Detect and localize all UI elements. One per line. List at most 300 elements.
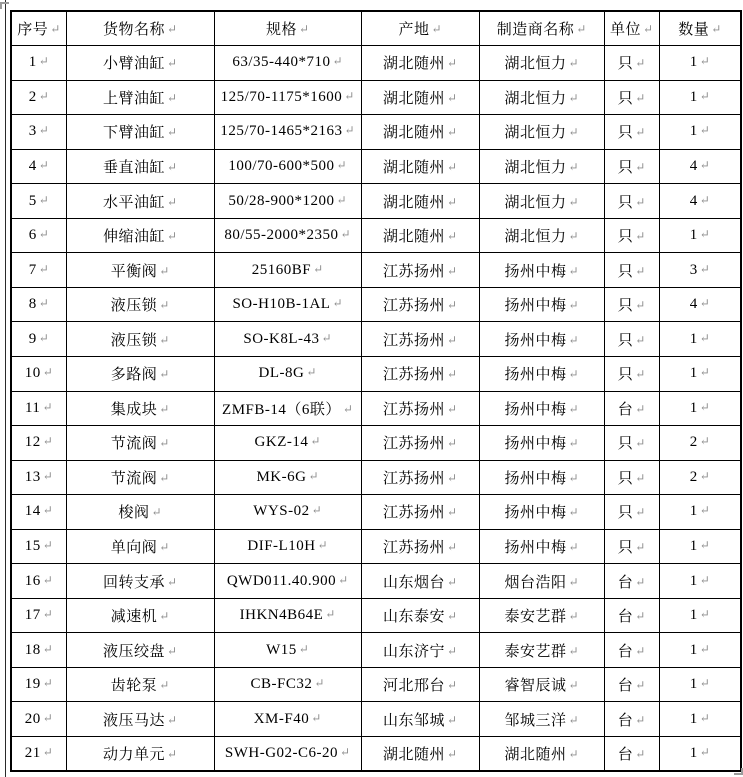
cell-text: 液压马达 bbox=[102, 712, 165, 729]
cell-spec bbox=[214, 218, 361, 253]
cell-goods-name bbox=[66, 184, 214, 219]
table-row bbox=[11, 115, 741, 150]
cell-text: 只 bbox=[617, 194, 634, 211]
table-row bbox=[11, 184, 741, 219]
cell-text: 台 bbox=[617, 747, 634, 763]
cell-unit bbox=[604, 495, 659, 530]
cell-return-mark: ↵ bbox=[298, 22, 310, 37]
cell-qty bbox=[659, 633, 741, 668]
cell-return-mark: ↵ bbox=[166, 159, 178, 174]
cell-origin bbox=[361, 633, 479, 668]
cell-return-mark: ↵ bbox=[699, 330, 710, 345]
cell-return-mark: ↵ bbox=[699, 157, 710, 172]
cell-text: QWD011.40.900 bbox=[226, 572, 337, 589]
cell-origin bbox=[361, 80, 479, 115]
cell-return-mark: ↵ bbox=[635, 90, 646, 105]
cell-text: 动力单元 bbox=[102, 747, 165, 763]
cell-return-mark: ↵ bbox=[568, 90, 579, 105]
cell-return-mark: ↵ bbox=[699, 261, 710, 276]
cell-unit bbox=[604, 633, 659, 668]
cell-return-mark: ↵ bbox=[711, 22, 722, 37]
cell-return-mark: ↵ bbox=[699, 745, 710, 759]
cell-return-mark: ↵ bbox=[446, 609, 458, 624]
cell-return-mark: ↵ bbox=[568, 539, 579, 554]
cell-return-mark: ↵ bbox=[568, 401, 579, 416]
cell-return-mark: ↵ bbox=[332, 54, 343, 69]
cell-spec bbox=[214, 46, 361, 81]
cell-return-mark: ↵ bbox=[311, 710, 322, 725]
cell-return-mark: ↵ bbox=[159, 539, 170, 554]
cell-return-mark: ↵ bbox=[166, 56, 178, 71]
cell-return-mark: ↵ bbox=[166, 747, 178, 761]
cell-qty bbox=[659, 702, 741, 737]
cell-return-mark: ↵ bbox=[635, 298, 646, 313]
cell-return-mark: ↵ bbox=[568, 229, 579, 244]
cell-return-mark: ↵ bbox=[313, 261, 324, 276]
column-header-qty bbox=[659, 11, 741, 46]
cell-no bbox=[11, 149, 66, 184]
cell-unit bbox=[604, 322, 659, 357]
table-row bbox=[11, 736, 741, 771]
table-row bbox=[11, 253, 741, 288]
cell-return-mark: ↵ bbox=[159, 298, 170, 313]
cell-text: 山东济宁 bbox=[382, 643, 445, 660]
cell-text: 液压锁 bbox=[110, 298, 158, 315]
cell-text: IHKN4B64E bbox=[239, 607, 324, 624]
cell-text: 只 bbox=[617, 367, 634, 384]
cell-text: 3 bbox=[28, 123, 37, 140]
cell-return-mark: ↵ bbox=[635, 678, 646, 693]
cell-unit bbox=[604, 149, 659, 184]
cell-return-mark: ↵ bbox=[340, 227, 351, 242]
cell-goods-name bbox=[66, 115, 214, 150]
cell-goods-name bbox=[66, 287, 214, 322]
cell-return-mark: ↵ bbox=[635, 229, 646, 244]
cell-origin bbox=[361, 46, 479, 81]
cell-no bbox=[11, 460, 66, 495]
cell-qty bbox=[659, 495, 741, 530]
cell-manufacturer bbox=[479, 115, 604, 150]
cell-text: 14 bbox=[24, 503, 41, 520]
cell-manufacturer bbox=[479, 391, 604, 426]
cell-unit bbox=[604, 702, 659, 737]
cell-text: 13 bbox=[24, 468, 41, 485]
cell-spec bbox=[214, 702, 361, 737]
cell-return-mark: ↵ bbox=[332, 296, 343, 311]
cell-return-mark: ↵ bbox=[635, 367, 646, 382]
cell-text: 1 bbox=[689, 399, 698, 416]
cell-return-mark: ↵ bbox=[568, 159, 579, 174]
cell-return-mark: ↵ bbox=[42, 641, 53, 656]
cell-text: 江苏扬州 bbox=[382, 539, 445, 556]
cell-return-mark: ↵ bbox=[699, 123, 710, 138]
cell-spec bbox=[214, 736, 361, 771]
cell-text: 泰安艺群 bbox=[504, 609, 567, 626]
cell-goods-name bbox=[66, 149, 214, 184]
cell-return-mark: ↵ bbox=[308, 468, 319, 483]
cell-text: 湖北随州 bbox=[382, 747, 445, 763]
cell-qty bbox=[659, 115, 741, 150]
cell-text: 下臂油缸 bbox=[102, 125, 165, 142]
cell-text: 湖北随州 bbox=[382, 125, 445, 142]
cell-return-mark: ↵ bbox=[635, 747, 646, 761]
cell-text: 台 bbox=[617, 678, 634, 695]
cell-return-mark: ↵ bbox=[159, 367, 170, 382]
cell-return-mark: ↵ bbox=[325, 607, 336, 622]
cell-goods-name bbox=[66, 80, 214, 115]
table-row bbox=[11, 495, 741, 530]
cell-return-mark: ↵ bbox=[446, 574, 458, 589]
cell-return-mark: ↵ bbox=[166, 90, 178, 105]
cell-unit bbox=[604, 253, 659, 288]
cell-return-mark: ↵ bbox=[159, 332, 170, 347]
cell-return-mark: ↵ bbox=[431, 22, 442, 37]
cell-text: 江苏扬州 bbox=[382, 436, 445, 453]
cell-no bbox=[11, 115, 66, 150]
cell-text: 制造商名称 bbox=[496, 22, 575, 39]
cell-text: 烟台浩阳 bbox=[504, 574, 567, 591]
cell-return-mark: ↵ bbox=[42, 607, 53, 622]
cell-return-mark: ↵ bbox=[699, 365, 710, 380]
cell-goods-name bbox=[66, 218, 214, 253]
cell-text: 12 bbox=[24, 434, 41, 451]
cell-return-mark: ↵ bbox=[159, 401, 170, 416]
table-row bbox=[11, 287, 741, 322]
cell-manufacturer bbox=[479, 564, 604, 599]
cell-unit bbox=[604, 598, 659, 633]
cell-return-mark: ↵ bbox=[699, 503, 710, 518]
cell-return-mark: ↵ bbox=[699, 710, 710, 725]
cell-return-mark: ↵ bbox=[166, 22, 178, 37]
cell-text: 小臂油缸 bbox=[102, 56, 165, 73]
cell-return-mark: ↵ bbox=[336, 192, 347, 207]
cell-return-mark: ↵ bbox=[42, 745, 53, 759]
cell-return-mark: ↵ bbox=[635, 263, 646, 278]
cell-unit bbox=[604, 356, 659, 391]
cell-text: GKZ-14 bbox=[254, 434, 309, 451]
cell-manufacturer bbox=[479, 633, 604, 668]
cell-no bbox=[11, 736, 66, 771]
cell-text: 水平油缸 bbox=[102, 194, 165, 211]
cell-return-mark: ↵ bbox=[568, 678, 579, 693]
cell-return-mark: ↵ bbox=[699, 399, 710, 414]
cell-unit bbox=[604, 564, 659, 599]
cell-return-mark: ↵ bbox=[446, 332, 458, 347]
cell-manufacturer bbox=[479, 218, 604, 253]
cell-text: 4 bbox=[689, 192, 698, 209]
cell-text: 序号 bbox=[17, 22, 49, 39]
cell-text: 江苏扬州 bbox=[382, 367, 445, 384]
cell-return-mark: ↵ bbox=[317, 537, 328, 552]
cell-return-mark: ↵ bbox=[576, 22, 587, 37]
cell-spec bbox=[214, 633, 361, 668]
cell-return-mark: ↵ bbox=[38, 123, 49, 138]
cell-return-mark: ↵ bbox=[310, 434, 321, 449]
cell-spec bbox=[214, 529, 361, 564]
cell-text: 台 bbox=[617, 401, 634, 418]
cell-no bbox=[11, 391, 66, 426]
cell-return-mark: ↵ bbox=[699, 641, 710, 656]
cell-origin bbox=[361, 426, 479, 461]
cell-text: 20 bbox=[24, 710, 41, 727]
cell-text: 湖北恒力 bbox=[504, 125, 567, 142]
cell-no bbox=[11, 702, 66, 737]
cell-return-mark: ↵ bbox=[635, 125, 646, 140]
margin-crop-mark-bottomright bbox=[734, 768, 743, 775]
cell-text: 河北邢台 bbox=[382, 678, 445, 695]
cell-text: 只 bbox=[617, 436, 634, 453]
cell-unit bbox=[604, 287, 659, 322]
cell-return-mark: ↵ bbox=[635, 159, 646, 174]
cell-origin bbox=[361, 149, 479, 184]
cell-return-mark: ↵ bbox=[568, 367, 579, 382]
cell-text: 台 bbox=[617, 712, 634, 729]
cell-goods-name bbox=[66, 460, 214, 495]
cell-return-mark: ↵ bbox=[340, 745, 351, 759]
cell-text: 湖北恒力 bbox=[504, 90, 567, 107]
cell-return-mark: ↵ bbox=[568, 643, 579, 658]
cell-text: 江苏扬州 bbox=[382, 401, 445, 418]
column-header-origin bbox=[361, 11, 479, 46]
cell-origin bbox=[361, 529, 479, 564]
cell-return-mark: ↵ bbox=[342, 401, 353, 416]
table-row bbox=[11, 356, 741, 391]
cell-return-mark: ↵ bbox=[38, 88, 49, 103]
table-header-row bbox=[11, 11, 741, 46]
cell-goods-name bbox=[66, 495, 214, 530]
cell-return-mark: ↵ bbox=[166, 643, 178, 658]
cell-text: 节流阀 bbox=[110, 436, 158, 453]
cell-text: 只 bbox=[617, 539, 634, 556]
cell-return-mark: ↵ bbox=[38, 227, 49, 242]
cell-manufacturer bbox=[479, 149, 604, 184]
text-boundary-line bbox=[5, 0, 6, 777]
cell-return-mark: ↵ bbox=[635, 56, 646, 71]
cell-manufacturer bbox=[479, 356, 604, 391]
cell-return-mark: ↵ bbox=[446, 470, 458, 485]
cell-qty bbox=[659, 218, 741, 253]
cell-text: 2 bbox=[28, 88, 37, 105]
cell-return-mark: ↵ bbox=[446, 367, 458, 382]
cell-return-mark: ↵ bbox=[635, 505, 646, 520]
cell-text: 只 bbox=[617, 298, 634, 315]
cell-qty bbox=[659, 667, 741, 702]
cell-text: XM-F40 bbox=[253, 710, 310, 727]
cell-no bbox=[11, 529, 66, 564]
cell-text: 湖北随州 bbox=[504, 747, 567, 763]
cell-qty bbox=[659, 149, 741, 184]
cell-spec bbox=[214, 356, 361, 391]
cell-origin bbox=[361, 115, 479, 150]
cell-return-mark: ↵ bbox=[446, 712, 458, 727]
cell-manufacturer bbox=[479, 287, 604, 322]
cell-no bbox=[11, 253, 66, 288]
cell-return-mark: ↵ bbox=[159, 470, 170, 485]
cell-return-mark: ↵ bbox=[699, 88, 710, 103]
cell-goods-name bbox=[66, 426, 214, 461]
cell-text: 19 bbox=[24, 676, 41, 693]
table-row bbox=[11, 46, 741, 81]
cell-return-mark: ↵ bbox=[38, 54, 49, 69]
cell-text: 125/70-1175*1600 bbox=[220, 88, 343, 105]
cell-return-mark: ↵ bbox=[159, 263, 170, 278]
cell-text: 伸缩油缸 bbox=[102, 229, 165, 246]
cell-return-mark: ↵ bbox=[699, 676, 710, 691]
cell-qty bbox=[659, 287, 741, 322]
cell-origin bbox=[361, 287, 479, 322]
cell-return-mark: ↵ bbox=[446, 194, 458, 209]
cell-qty bbox=[659, 80, 741, 115]
table-row bbox=[11, 80, 741, 115]
cell-text: 1 bbox=[689, 537, 698, 554]
cell-return-mark: ↵ bbox=[568, 436, 579, 451]
cell-text: 山东邹城 bbox=[382, 712, 445, 729]
cell-no bbox=[11, 426, 66, 461]
cell-text: 2 bbox=[689, 468, 698, 485]
cell-text: 台 bbox=[617, 574, 634, 591]
cell-text: WYS-02 bbox=[253, 503, 310, 520]
cell-qty bbox=[659, 564, 741, 599]
cell-text: 只 bbox=[617, 332, 634, 349]
cell-goods-name bbox=[66, 598, 214, 633]
cell-origin bbox=[361, 598, 479, 633]
cell-no bbox=[11, 495, 66, 530]
cell-manufacturer bbox=[479, 253, 604, 288]
cell-text: 湖北随州 bbox=[382, 159, 445, 176]
cell-return-mark: ↵ bbox=[42, 537, 53, 552]
table-row bbox=[11, 564, 741, 599]
cell-return-mark: ↵ bbox=[635, 539, 646, 554]
cell-text: 单位 bbox=[609, 22, 641, 39]
cell-manufacturer bbox=[479, 598, 604, 633]
cell-return-mark: ↵ bbox=[42, 710, 53, 725]
cell-goods-name bbox=[66, 736, 214, 771]
cell-unit bbox=[604, 184, 659, 219]
cell-return-mark: ↵ bbox=[42, 434, 53, 449]
cell-manufacturer bbox=[479, 184, 604, 219]
cell-text: 扬州中梅 bbox=[504, 367, 567, 384]
cell-return-mark: ↵ bbox=[298, 641, 309, 656]
cell-spec bbox=[214, 115, 361, 150]
cell-manufacturer bbox=[479, 702, 604, 737]
cell-qty bbox=[659, 322, 741, 357]
cell-no bbox=[11, 667, 66, 702]
cell-text: 江苏扬州 bbox=[382, 332, 445, 349]
cell-return-mark: ↵ bbox=[446, 436, 458, 451]
cell-return-mark: ↵ bbox=[42, 468, 53, 483]
cell-return-mark: ↵ bbox=[42, 365, 53, 380]
cell-spec bbox=[214, 495, 361, 530]
cell-return-mark: ↵ bbox=[166, 194, 178, 209]
cell-return-mark: ↵ bbox=[446, 56, 458, 71]
cell-manufacturer bbox=[479, 426, 604, 461]
cell-text: 江苏扬州 bbox=[382, 470, 445, 487]
cell-text: SWH-G02-C6-20 bbox=[224, 745, 339, 761]
cell-text: 1 bbox=[689, 676, 698, 693]
cell-text: 21 bbox=[24, 745, 41, 761]
cell-no bbox=[11, 356, 66, 391]
cell-no bbox=[11, 564, 66, 599]
table-row bbox=[11, 391, 741, 426]
cell-text: 梭阀 bbox=[118, 505, 150, 522]
cell-text: 1 bbox=[689, 227, 698, 244]
goods-table bbox=[10, 10, 742, 772]
cell-return-mark: ↵ bbox=[699, 192, 710, 207]
cell-return-mark: ↵ bbox=[635, 194, 646, 209]
cell-return-mark: ↵ bbox=[38, 296, 49, 311]
cell-return-mark: ↵ bbox=[699, 296, 710, 311]
cell-spec bbox=[214, 598, 361, 633]
cell-text: 山东泰安 bbox=[382, 609, 445, 626]
cell-origin bbox=[361, 356, 479, 391]
cell-text: 液压绞盘 bbox=[102, 643, 165, 660]
cell-spec bbox=[214, 322, 361, 357]
cell-text: 只 bbox=[617, 470, 634, 487]
table-row bbox=[11, 149, 741, 184]
cell-return-mark: ↵ bbox=[166, 712, 178, 727]
cell-text: 1 bbox=[689, 54, 698, 71]
cell-return-mark: ↵ bbox=[699, 537, 710, 552]
cell-manufacturer bbox=[479, 460, 604, 495]
cell-manufacturer bbox=[479, 667, 604, 702]
cell-origin bbox=[361, 495, 479, 530]
cell-origin bbox=[361, 702, 479, 737]
cell-text: 齿轮泵 bbox=[110, 678, 158, 695]
cell-return-mark: ↵ bbox=[642, 22, 654, 37]
cell-text: 货物名称 bbox=[102, 22, 165, 39]
cell-manufacturer bbox=[479, 495, 604, 530]
cell-text: W15 bbox=[266, 641, 297, 658]
cell-return-mark: ↵ bbox=[568, 505, 579, 520]
cell-origin bbox=[361, 218, 479, 253]
cell-text: 单向阀 bbox=[110, 539, 158, 556]
cell-unit bbox=[604, 115, 659, 150]
cell-text: 1 bbox=[689, 641, 698, 658]
cell-return-mark: ↵ bbox=[568, 263, 579, 278]
cell-unit bbox=[604, 667, 659, 702]
cell-text: 1 bbox=[689, 572, 698, 589]
table-row bbox=[11, 702, 741, 737]
column-header-manufacturer bbox=[479, 11, 604, 46]
cell-spec bbox=[214, 564, 361, 599]
cell-text: DIF-L10H bbox=[247, 537, 316, 554]
cell-no bbox=[11, 218, 66, 253]
cell-text: 扬州中梅 bbox=[504, 263, 567, 280]
cell-goods-name bbox=[66, 46, 214, 81]
cell-unit bbox=[604, 529, 659, 564]
cell-return-mark: ↵ bbox=[635, 401, 646, 416]
cell-text: 1 bbox=[28, 54, 37, 71]
cell-text: 只 bbox=[617, 505, 634, 522]
cell-text: 山东烟台 bbox=[382, 574, 445, 591]
cell-text: 扬州中梅 bbox=[504, 470, 567, 487]
cell-text: 1 bbox=[689, 607, 698, 624]
cell-goods-name bbox=[66, 633, 214, 668]
cell-text: 1 bbox=[689, 88, 698, 105]
cell-qty bbox=[659, 184, 741, 219]
cell-return-mark: ↵ bbox=[446, 539, 458, 554]
cell-return-mark: ↵ bbox=[568, 574, 579, 589]
cell-text: 减速机 bbox=[110, 609, 158, 626]
cell-text: 湖北恒力 bbox=[504, 56, 567, 73]
column-header-goods-name bbox=[66, 11, 214, 46]
cell-text: DL-8G bbox=[258, 365, 305, 382]
cell-text: 只 bbox=[617, 229, 634, 246]
cell-return-mark: ↵ bbox=[446, 263, 458, 278]
cell-return-mark: ↵ bbox=[166, 574, 178, 589]
cell-return-mark: ↵ bbox=[635, 574, 646, 589]
cell-text: 1 bbox=[689, 710, 698, 727]
